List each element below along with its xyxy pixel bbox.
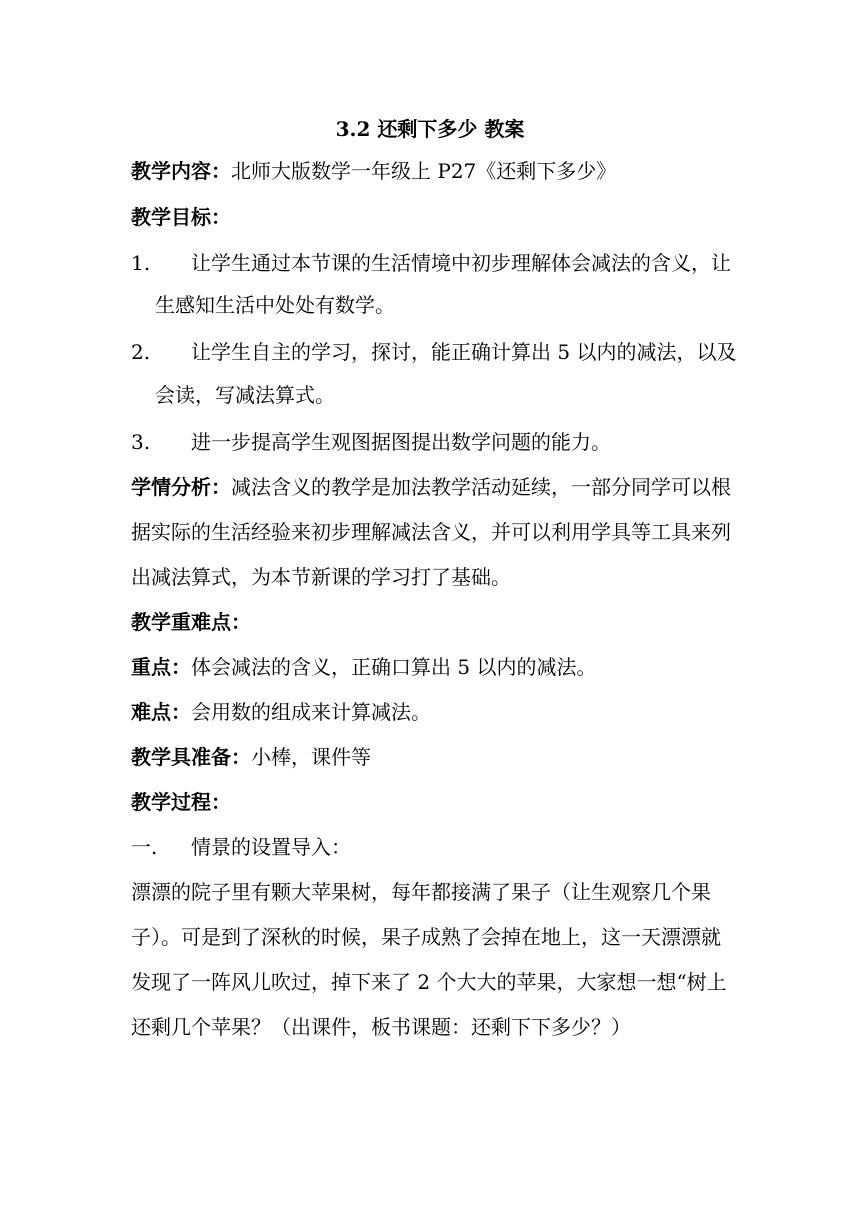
key-point-label: 重点： bbox=[131, 655, 191, 679]
goal-text: 让学生自主的学习，探讨，能正确计算出 5 以内的减法，以及 bbox=[191, 340, 737, 364]
intro-paragraph-line: 漂漂的院子里有颗大苹果树，每年都接满了果子（让生观察几个果 bbox=[131, 880, 711, 904]
intro-paragraph-line: 发现了一阵风儿吹过，掉下来了 2 个大大的苹果，大家想一想“树上 bbox=[131, 970, 727, 994]
analysis-line-2: 据实际的生活经验来初步理解减法含义，并可以利用学具等工具来列 bbox=[131, 520, 731, 544]
goal-text: 进一步提高学生观图据图提出数学问题的能力。 bbox=[191, 430, 611, 454]
goal-item-2 bbox=[131, 337, 737, 367]
content-label: 教学内容： bbox=[131, 159, 231, 183]
analysis-line-3: 出减法算式，为本节新课的学习打了基础。 bbox=[131, 565, 511, 589]
intro-paragraph-line: 还剩几个苹果？（出课件，板书课题：还剩下下多少？） bbox=[131, 1015, 631, 1039]
goal-number: 3. bbox=[131, 430, 151, 454]
difficulty-text: 会用数的组成来计算减法。 bbox=[191, 700, 431, 724]
goal-item-1 bbox=[131, 248, 731, 278]
section-1-heading bbox=[131, 832, 731, 862]
content-line bbox=[131, 156, 731, 186]
key-point-text: 体会减法的含义，正确口算出 5 以内的减法。 bbox=[191, 655, 597, 679]
goal-text: 让学生通过本节课的生活情境中初步理解体会减法的含义，让 bbox=[191, 251, 731, 275]
difficulty-label: 难点： bbox=[131, 700, 191, 724]
section-text: 情景的设置导入： bbox=[191, 835, 351, 859]
difficulty-line bbox=[131, 697, 731, 727]
key-difficulty-heading: 教学重难点： bbox=[131, 610, 251, 634]
goal-item-3 bbox=[131, 427, 731, 457]
analysis-text: 减法含义的教学是加法教学活动延续，一部分同学可以根 bbox=[231, 475, 731, 499]
goal-item-2-continued: 会读，写减法算式。 bbox=[155, 383, 335, 407]
goal-item-1-continued: 生感知生活中处处有数学。 bbox=[155, 293, 395, 317]
process-heading: 教学过程： bbox=[131, 790, 231, 814]
content-text: 北师大版数学一年级上 P27《还剩下多少》 bbox=[231, 159, 617, 183]
prep-text: 小棒，课件等 bbox=[251, 745, 371, 769]
document-title: 3.2 还剩下多少 教案 bbox=[335, 117, 525, 141]
section-number: 一. bbox=[131, 835, 158, 859]
goal-number: 1. bbox=[131, 251, 151, 275]
prep-line bbox=[131, 742, 731, 772]
goal-number: 2. bbox=[131, 340, 151, 364]
goals-heading: 教学目标： bbox=[131, 205, 231, 229]
key-point-line bbox=[131, 652, 731, 682]
intro-paragraph-line: 子）。可是到了深秋的时候，果子成熟了会掉在地上，这一天漂漂就 bbox=[131, 925, 721, 949]
prep-label: 教学具准备： bbox=[131, 745, 251, 769]
analysis-line-1 bbox=[131, 472, 731, 502]
analysis-label: 学情分析： bbox=[131, 475, 231, 499]
